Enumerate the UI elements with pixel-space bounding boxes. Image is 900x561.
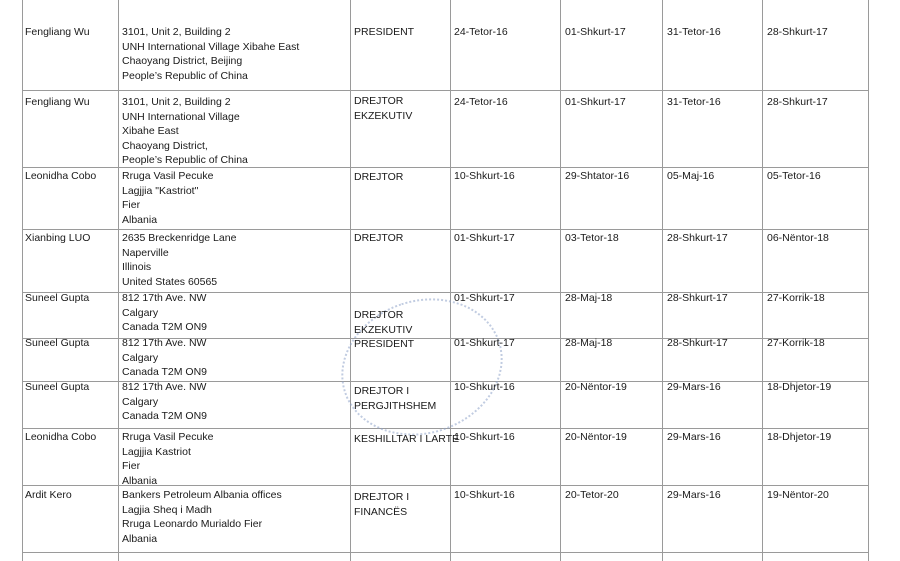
- date-cell: 01-Shkurt-17: [454, 337, 515, 349]
- date-cell: 19-Nëntor-20: [767, 489, 829, 501]
- column-rule: [22, 0, 23, 561]
- officer-position: PRESIDENT: [354, 338, 415, 350]
- officer-address-line: 812 17th Ave. NW: [122, 292, 207, 304]
- officer-address-line: Naperville: [122, 246, 169, 259]
- officer-name: Ardit Kero: [25, 489, 72, 501]
- officer-address-line: Albania: [122, 213, 158, 226]
- date-cell: 28-Shkurt-17: [667, 337, 728, 349]
- officer-address-line: Chaoyang District, Beijing: [122, 55, 243, 67]
- officer-position: FINANCËS: [354, 505, 408, 518]
- date-cell: 27-Korrik-18: [767, 337, 825, 349]
- officer-name: Fengliang Wu: [25, 26, 90, 38]
- date-cell: 03-Tetor-18: [565, 232, 619, 244]
- officer-position: EKZEKUTIV: [354, 323, 413, 336]
- date-cell: 18-Dhjetor-19: [767, 381, 832, 393]
- officer-position: EKZEKUTIV: [354, 109, 413, 122]
- date-cell: 27-Korrik-18: [767, 292, 825, 304]
- officer-name: Leonidha Cobo: [25, 170, 97, 182]
- date-cell: 20-Tetor-20: [565, 489, 619, 501]
- date-cell: 05-Tetor-16: [767, 170, 821, 182]
- officer-address-line: 3101, Unit 2, Building 2: [122, 26, 231, 38]
- date-cell: 10-Shkurt-16: [454, 170, 515, 182]
- officer-address-line: Bankers Petroleum Albania offices: [122, 489, 282, 501]
- officer-address-line: United States 60565: [122, 275, 218, 288]
- officer-address-line: Illinois: [122, 261, 152, 273]
- officer-position: KESHILLTAR I LARTE: [354, 433, 460, 445]
- officer-name: Suneel Gupta: [25, 381, 90, 393]
- date-cell: 10-Shkurt-16: [454, 489, 515, 501]
- column-rule: [350, 0, 351, 561]
- officer-address-line: Fier: [122, 199, 141, 211]
- officer-position: PERGJITHSHEM: [354, 399, 437, 412]
- date-cell: 28-Maj-18: [565, 292, 613, 304]
- row-rule: [22, 552, 868, 553]
- officer-name: Suneel Gupta: [25, 337, 90, 349]
- officer-address-line: Canada T2M ON9: [122, 410, 208, 422]
- officer-address-line: Xibahe East: [122, 125, 179, 137]
- date-cell: 18-Dhjetor-19: [767, 431, 832, 443]
- date-cell: 24-Tetor-16: [454, 96, 508, 108]
- officer-name: Suneel Gupta: [25, 292, 90, 304]
- date-cell: 01-Shkurt-17: [565, 96, 626, 108]
- column-rule: [560, 0, 561, 561]
- column-rule: [450, 0, 451, 561]
- date-cell: 28-Shkurt-17: [667, 292, 728, 304]
- officer-address-line: 812 17th Ave. NW: [122, 381, 207, 393]
- date-cell: 28-Shkurt-17: [767, 26, 828, 38]
- date-cell: 01-Shkurt-17: [565, 26, 626, 38]
- officer-position: DREJTOR: [354, 95, 404, 107]
- date-cell: 10-Shkurt-16: [454, 431, 515, 443]
- officer-position: DREJTOR I: [354, 491, 410, 503]
- officer-address-line: Albania: [122, 474, 158, 487]
- officer-address-line: Rruga Leonardo Murialdo Fier: [122, 518, 263, 530]
- officer-address-line: Albania: [122, 532, 158, 545]
- date-cell: 31-Tetor-16: [667, 26, 721, 38]
- officer-address-line: People’s Republic of China: [122, 154, 248, 166]
- date-cell: 28-Shkurt-17: [667, 232, 728, 244]
- officer-address-line: Lagjjia Kastriot: [122, 445, 191, 458]
- date-cell: 24-Tetor-16: [454, 26, 508, 38]
- column-rule: [118, 0, 119, 561]
- officer-address-line: 3101, Unit 2, Building 2: [122, 96, 231, 108]
- officer-name: Fengliang Wu: [25, 96, 90, 108]
- officer-address-line: Fier: [122, 460, 141, 472]
- date-cell: 31-Tetor-16: [667, 96, 721, 108]
- column-rule: [762, 0, 763, 561]
- officer-address-line: UNH International Village: [122, 110, 240, 123]
- officer-address-line: Lagjjia "Kastriot": [122, 184, 199, 197]
- officer-address-line: Canada T2M ON9: [122, 366, 208, 378]
- officer-address-line: Canada T2M ON9: [122, 321, 208, 333]
- row-rule: [22, 229, 868, 230]
- row-rule: [22, 167, 868, 168]
- officer-name: Leonidha Cobo: [25, 431, 97, 443]
- column-rule: [662, 0, 663, 561]
- officer-position: DREJTOR: [354, 232, 404, 244]
- date-cell: 20-Nëntor-19: [565, 431, 627, 443]
- officer-address-line: 2635 Breckenridge Lane: [122, 232, 237, 244]
- date-cell: 01-Shkurt-17: [454, 292, 515, 304]
- column-rule: [868, 0, 869, 561]
- officer-position: DREJTOR I: [354, 385, 410, 397]
- officer-address-line: Chaoyang District,: [122, 139, 208, 152]
- date-cell: 29-Mars-16: [667, 489, 721, 501]
- date-cell: 29-Shtator-16: [565, 170, 630, 182]
- date-cell: 28-Maj-18: [565, 337, 613, 349]
- officer-position: PRESIDENT: [354, 26, 415, 38]
- date-cell: 28-Shkurt-17: [767, 96, 828, 108]
- date-cell: 29-Mars-16: [667, 381, 721, 393]
- officer-address-line: Rruga Vasil Pecuke: [122, 431, 214, 443]
- officer-address-line: Lagjia Sheq i Madh: [122, 503, 212, 516]
- officer-address-line: UNH International Village Xibahe East: [122, 40, 300, 53]
- officer-address-line: 812 17th Ave. NW: [122, 337, 207, 349]
- officer-address-line: Calgary: [122, 395, 159, 408]
- row-rule: [22, 428, 868, 429]
- date-cell: 05-Maj-16: [667, 170, 715, 182]
- officer-name: Xianbing LUO: [25, 232, 91, 244]
- date-cell: 29-Mars-16: [667, 431, 721, 443]
- date-cell: 06-Nëntor-18: [767, 232, 829, 244]
- date-cell: 20-Nëntor-19: [565, 381, 627, 393]
- officer-address-line: People’s Republic of China: [122, 69, 248, 82]
- row-rule: [22, 90, 868, 91]
- date-cell: 10-Shkurt-16: [454, 381, 515, 393]
- officer-address-line: Calgary: [122, 351, 159, 364]
- officer-position: DREJTOR: [354, 309, 404, 321]
- officer-address-line: Rruga Vasil Pecuke: [122, 170, 214, 182]
- officer-position: DREJTOR: [354, 171, 404, 183]
- date-cell: 01-Shkurt-17: [454, 232, 515, 244]
- officer-address-line: Calgary: [122, 306, 159, 319]
